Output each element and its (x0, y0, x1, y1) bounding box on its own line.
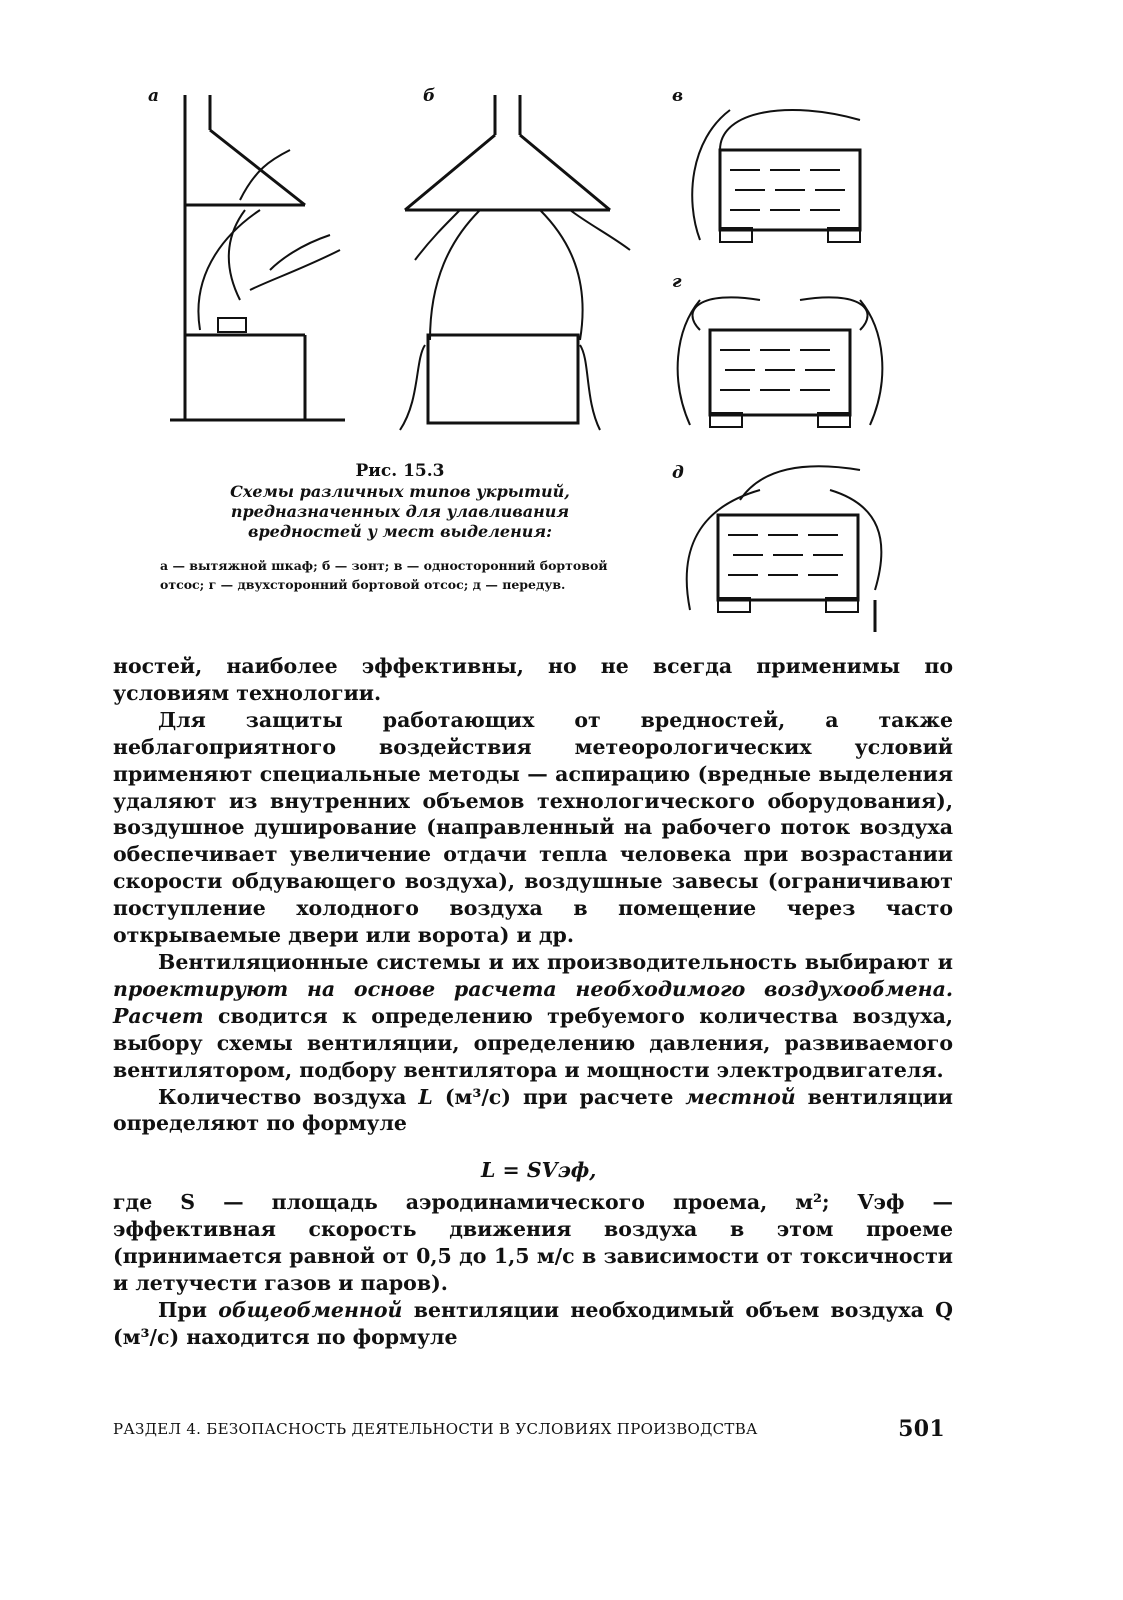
paragraph-3 (113, 949, 953, 1084)
p3-italic: проектируют на основе расчета необходимого воздухообмена. Расчет (113, 976, 953, 1028)
label-d: д (672, 463, 684, 483)
formula-line (113, 1137, 953, 1189)
p4-part-e: вентиляции определяют по формуле (113, 1084, 954, 1136)
label-b: б (423, 86, 436, 106)
label-a: а (148, 86, 160, 106)
page-number: 501 (898, 1416, 945, 1442)
p6-part-c: вентиляции необходимый объем воздуха Q (м³/с) находится по формуле (113, 1297, 953, 1349)
ventilation-schemes-illustration (0, 0, 1123, 650)
p6-part-a: При (158, 1297, 219, 1322)
p3-part-c: сводится к определению требуемого количества воздуха, выбору схемы вентиляции, определению давления, развиваемого вентилятором, подбору вентилятора и мощности электродвигателя. (113, 1003, 953, 1082)
paragraph-5: где S — площадь аэродинамического проема, м²; Vэф — эффективная скорость движения воздуха в этом проеме (принимается равной от 0,5 до 1,5 м/с в зависимости от токсичности и летучести газов и паров). (113, 1190, 953, 1296)
paragraph-6 (113, 1297, 953, 1351)
p3-part-a: Вентиляционные системы и их производительность выбирают и (158, 949, 953, 974)
paragraph-1: ностей, наиболее эффективны, но не всегда применимы по условиям технологии. (113, 654, 953, 705)
caption-legend: а — вытяжной шкаф; б — зонт; в — односторонний бортовой отсос; г — двухсторонний бортовой отсос; д — передув. (160, 558, 608, 592)
caption-title: Схемы различных типов укрытий, предназначенных для улавливания вредностей у мест выделения: (230, 482, 570, 541)
label-g: г (672, 272, 682, 292)
label-v: в (672, 86, 684, 106)
p6-italic: общеобменной (218, 1297, 403, 1322)
figure-caption (150, 460, 650, 542)
p4-part-c: (м³/с) при расчете (432, 1084, 686, 1109)
p4-bold-term: Количество воздуха (158, 1084, 419, 1109)
formula: L = SVэф, (481, 1158, 597, 1183)
p4-var-l: L (418, 1084, 433, 1109)
body-text (113, 653, 953, 1351)
paragraph-2: Для защиты работающих от вредностей, а также неблагоприятного воздействия метеорологических условий применяют специальные методы — аспирацию (вредные выделения удаляют из внутренних объемов технологического оборудования), воздушное душирование (направленный на рабочего поток воздуха обеспечивает увеличение отдачи тепла человека при возрастании скорости обдувающего воздуха), воздушные завесы (ограничивают поступление холодного воздуха в помещение через часто открываемые двери или ворота) и др. (113, 707, 953, 948)
section-title: РАЗДЕЛ 4. БЕЗОПАСНОСТЬ ДЕЯТЕЛЬНОСТИ В УСЛОВИЯХ ПРОИЗВОДСТВА (113, 1420, 758, 1438)
p4-italic: местной (685, 1084, 796, 1109)
figure-15-3 (0, 0, 1123, 650)
caption-number: Рис. 15.3 (355, 461, 445, 481)
paragraph-4 (113, 1084, 953, 1138)
